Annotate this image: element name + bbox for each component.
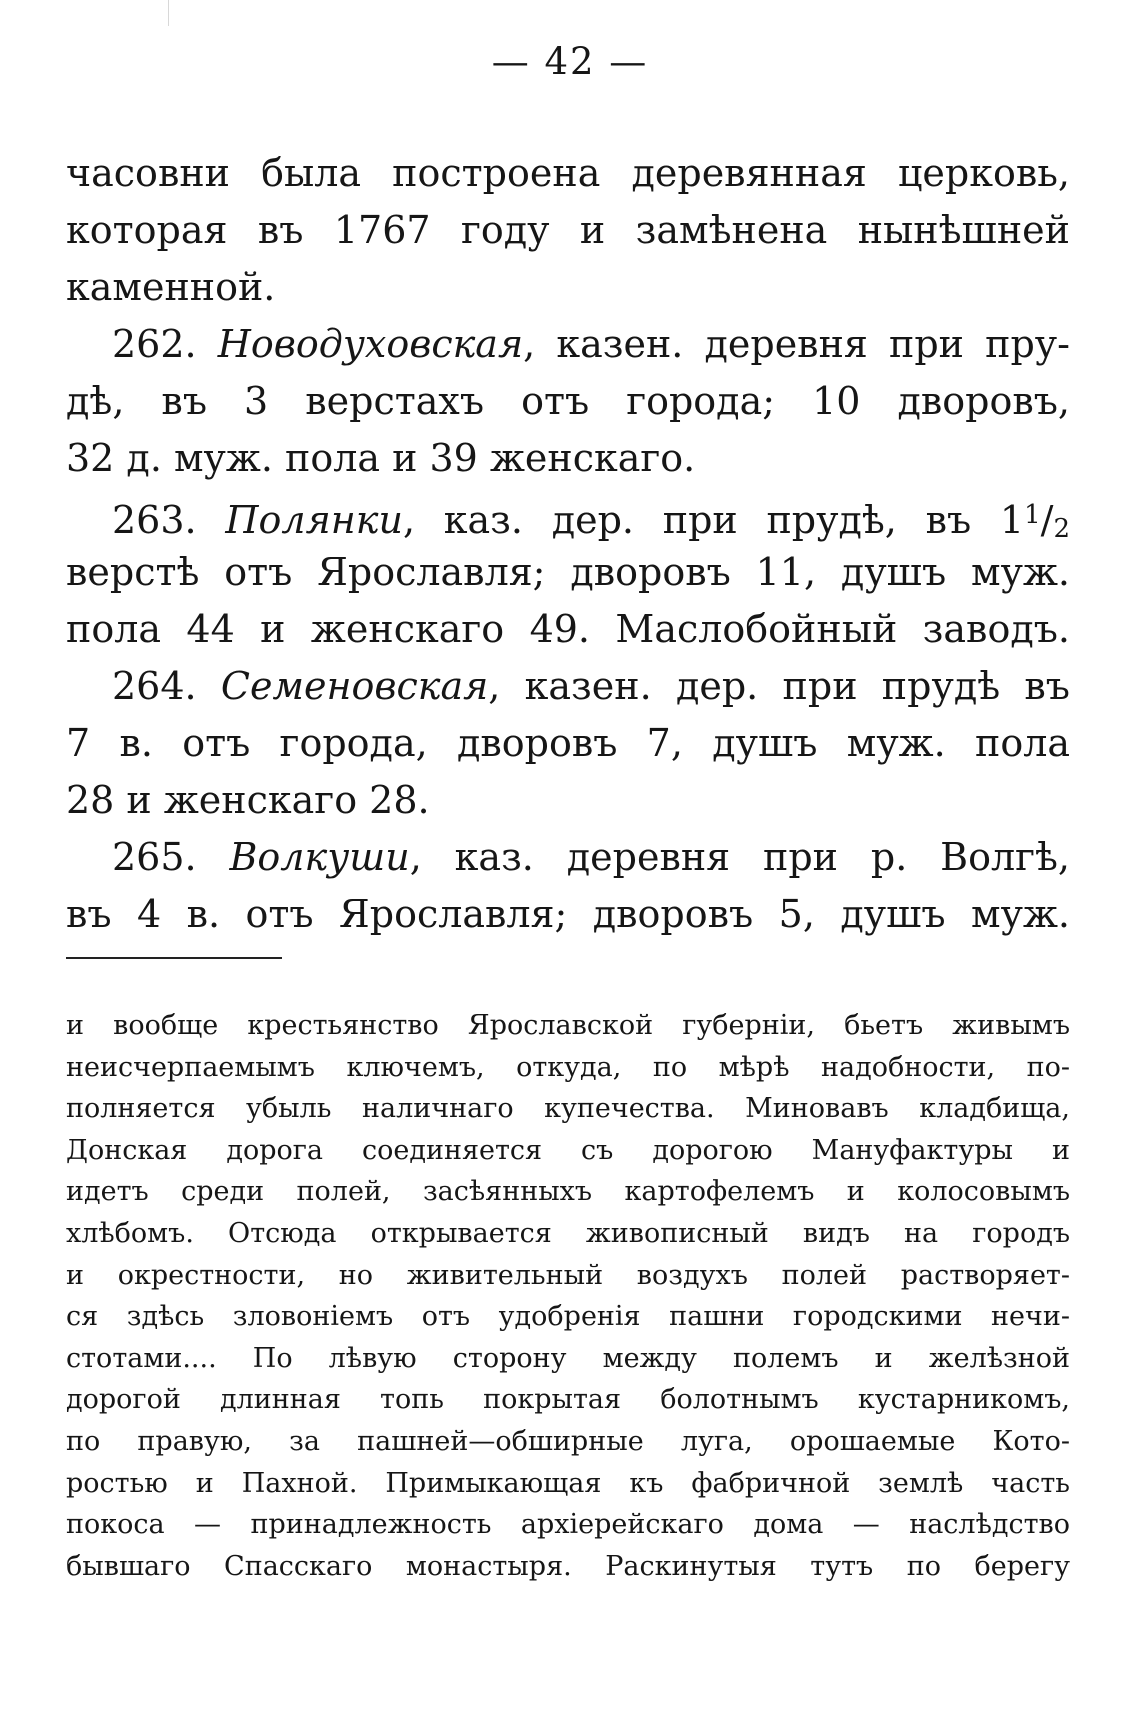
place-name: Семеновская [220,664,489,708]
place-name: Волкуши [229,835,410,879]
fraction-numerator: 1 [1024,500,1041,530]
entry-262-first-line [66,316,1070,373]
place-name: Полянки [225,498,403,542]
entry-263-first-line: 263. Полянки, каз. дер. при прудѣ, въ $1^1/2$ [112,498,1070,544]
footnote-line: стотами.... По лѣвую сторону между полемъ и желѣзной [66,1342,1070,1374]
text-line: верстѣ отъ Ярославля; дворовъ 11, душъ муж. [66,550,1070,594]
text-line: дѣ, въ 3 верстахъ отъ города; 10 дворовъ, [66,379,1070,423]
footnote-line: дорогой длинная топь покрытая болотнымъ кустарникомъ, [66,1384,1070,1416]
footnote-line: ся здѣсь зловоніемъ отъ удобренія пашни городскими нечи- [66,1301,1070,1333]
text-line: пола 44 и женскаго 49. Маслобойный заводъ. [66,607,1070,651]
footnote-line: и окрестности, но живительный воздухъ полей растворяет- [66,1259,1070,1291]
footnote-line: Донская дорога соединяется съ дорогою Мануфактуры и [66,1134,1070,1166]
footnote-line: покоса — принадлежность архіерейскаго дома — наслѣдство [66,1509,1070,1541]
entry-number: 264. [112,664,197,708]
footnote-line: идетъ среди полей, засѣянныхъ картофелемъ и колосовымъ [66,1176,1070,1208]
footnote-line: и вообще крестьянство Ярославской губерніи, бьетъ живымъ [66,1010,1070,1041]
text-line: каменной. [66,265,276,309]
footnote-text [66,1005,1070,1587]
entry-265-first-line [66,829,1070,886]
page-number: — 42 — [491,40,649,83]
footnote-line: бывшаго Спасскаго монастыря. Раскинутыя тутъ по берегу [66,1550,1070,1582]
entry-text: , каз. деревня при р. Волгѣ, [409,835,1070,879]
text-line: 7 в. отъ города, дворовъ 7, душъ муж. пола [66,721,1070,765]
footnote-line: по правую, за пашней—обширные луга, орошаемые Кото- [66,1425,1070,1457]
footnote-line: хлѣбомъ. Отсюда открывается живописный видъ на городъ [66,1217,1070,1249]
fraction-denominator: 2 [1053,514,1070,544]
text-line: въ 4 в. отъ Ярославля; дворовъ 5, душъ муж. [66,892,1070,936]
entry-number: 262. [112,322,197,366]
entry-number: 263. [112,498,197,542]
entry-264-first-line [66,658,1070,715]
scan-edge-mark [168,0,169,26]
text-line: 28 и женскаго 28. [66,778,430,822]
text-line: часовни была построена деревянная церковь, [66,151,1070,195]
text-line: 32 д. муж. пола и 39 женскаго. [66,436,696,480]
entry-text: , казен. дер. при прудѣ въ [488,664,1070,708]
entry-text: , каз. дер. при прудѣ, въ 1 [402,498,1025,542]
entry-number: 265. [112,835,197,879]
footnote-divider [66,957,282,959]
entry-text: , казен. деревня при пру- [523,322,1070,366]
text-line: которая въ 1767 году и замѣнена нынѣшней [66,208,1070,252]
main-text [66,145,1070,943]
place-name: Новодуховская [217,322,524,366]
footnote-line: неисчерпаемымъ ключемъ, откуда, по мѣрѣ надобности, по- [66,1051,1070,1083]
footnote-line: полняется убыль наличнаго купечества. Миновавъ кладбища, [66,1093,1070,1125]
footnote-line: ростью и Пахной. Примыкающая къ фабричной землѣ часть [66,1467,1070,1499]
